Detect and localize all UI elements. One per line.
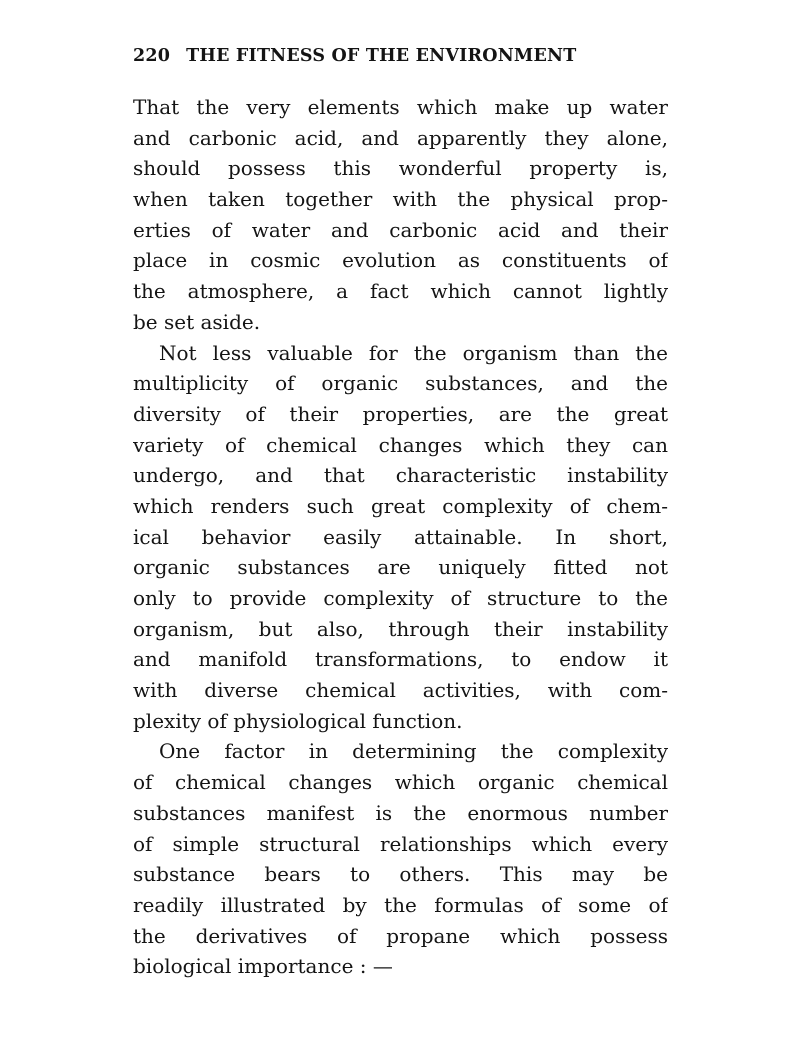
text-line: organism, but also, through their instability — [133, 616, 668, 641]
text-line: plexity of physiological function. — [133, 708, 463, 733]
text-line: Not less valuable for the organism than the — [159, 340, 668, 365]
text-line: which renders such great complexity of chem- — [133, 493, 668, 518]
text-line: and manifold transformations, to endow it — [133, 647, 668, 672]
text-line: when taken together with the physical prop- — [133, 187, 668, 212]
running-title: THE FITNESS OF THE ENVIRONMENT — [186, 46, 577, 66]
text-line: readily illustrated by the formulas of some of — [133, 892, 668, 917]
text-line: place in cosmic evolution as constituents of — [133, 248, 668, 273]
text-line: the atmosphere, a fact which cannot lightly — [133, 279, 668, 304]
text-line: of simple structural relationships which every — [133, 831, 668, 856]
running-head — [133, 46, 668, 76]
text-line: substances manifest is the enormous number — [133, 800, 668, 825]
text-line: should possess this wonderful property is, — [133, 156, 668, 181]
text-line: One factor in determining the complexity — [159, 739, 668, 764]
text-line: biological importance : — — [133, 954, 393, 979]
book-page — [133, 46, 668, 982]
text-line: multiplicity of organic substances, and the — [133, 371, 668, 396]
text-line: erties of water and carbonic acid and their — [133, 217, 668, 242]
text-line: That the very elements which make up water — [133, 95, 668, 119]
text-line: undergo, and that characteristic instability — [133, 463, 668, 488]
paragraph-3 — [133, 736, 668, 982]
text-line: substance bears to others. This may be — [133, 862, 668, 887]
text-line: diversity of their properties, are the great — [133, 401, 668, 426]
text-line: with diverse chemical activities, with com- — [133, 678, 668, 703]
text-line: only to provide complexity of structure to the — [133, 586, 668, 610]
page-number: 220 — [133, 46, 171, 66]
text-line: organic substances are uniquely fitted not — [133, 555, 668, 580]
text-line: of chemical changes which organic chemical — [133, 770, 668, 795]
text-line: the derivatives of propane which possess — [133, 923, 668, 948]
paragraph-2 — [133, 338, 668, 737]
text-line: variety of chemical changes which they can — [133, 432, 668, 457]
paragraph-1 — [133, 92, 668, 338]
text-line: and carbonic acid, and apparently they alone, — [133, 125, 668, 150]
text-line: ical behavior easily attainable. In short, — [133, 524, 668, 549]
text-line: be set aside. — [133, 309, 261, 334]
